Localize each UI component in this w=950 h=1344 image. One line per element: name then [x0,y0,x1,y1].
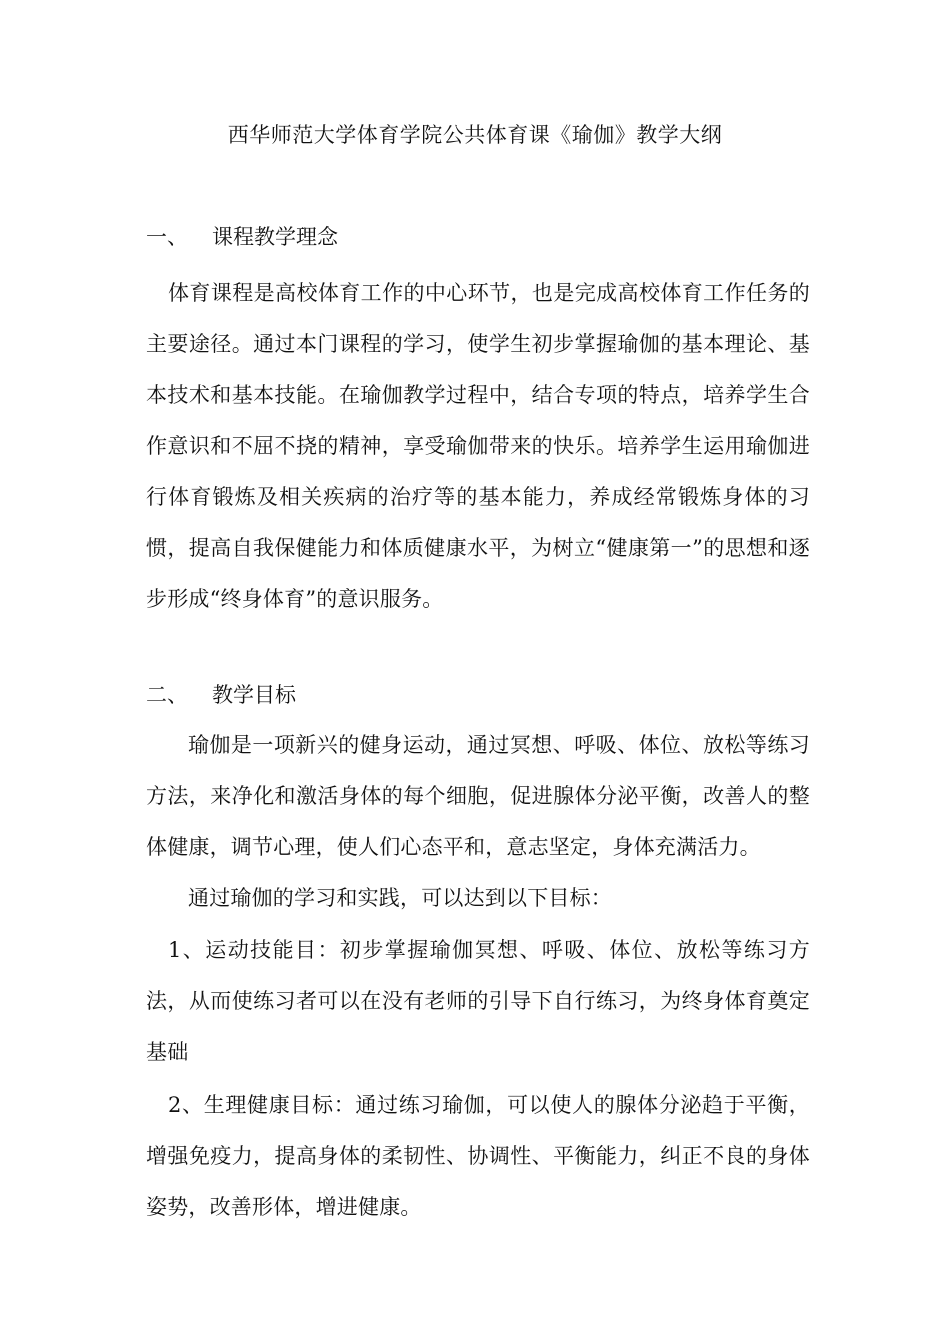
section-title: 教学目标 [212,683,296,707]
objective-item-2: 2、生理健康目标：通过练习瑜伽，可以使人的腺体分泌趋于平衡，增强免疫力，提高身体的柔韧性、协调性、平衡能力，纠正不良的身体姿势，改善形体，增进健康。 [146,1093,810,1219]
section-heading-1 [146,222,338,252]
section-title: 课程教学理念 [212,225,338,249]
section-number: 二、 [146,683,188,707]
section1-paragraph: 体育课程是高校体育工作的中心环节，也是完成高校体育工作任务的主要途径。通过本门课程的学习，使学生初步掌握瑜伽的基本理论、基本技术和基本技能。在瑜伽教学过程中，结合专项的特点，培养学生合作意识和不屈不挠的精神，享受瑜伽带来的快乐。培养学生运用瑜伽进行体育锻炼及相关疾病的治疗等的基本能力，养成经常锻炼身体的习惯，提高自我保健能力和体质健康水平，为树立“健康第一”的思想和逐步形成“终身体育”的意识服务。 [146,281,810,611]
section2-paragraph-2: 通过瑜伽的学习和实践，可以达到以下目标： [188,886,612,910]
section-number: 一、 [146,225,188,249]
section2-paragraph-1: 瑜伽是一项新兴的健身运动，通过冥想、呼吸、体位、放松等练习方法，来净化和激活身体的每个细胞，促进腺体分泌平衡，改善人的整体健康，调节心理，使人们心态平和，意志坚定，身体充满活力。 [146,733,810,859]
objective-item-1: 1、运动技能目：初步掌握瑜伽冥想、呼吸、体位、放松等练习方法，从而使练习者可以在没有老师的引导下自行练习，为终身体育奠定基础 [146,938,810,1064]
section-heading-2 [146,680,296,710]
document-title: 西华师范大学体育学院公共体育课《瑜伽》教学大纲 [227,123,723,147]
